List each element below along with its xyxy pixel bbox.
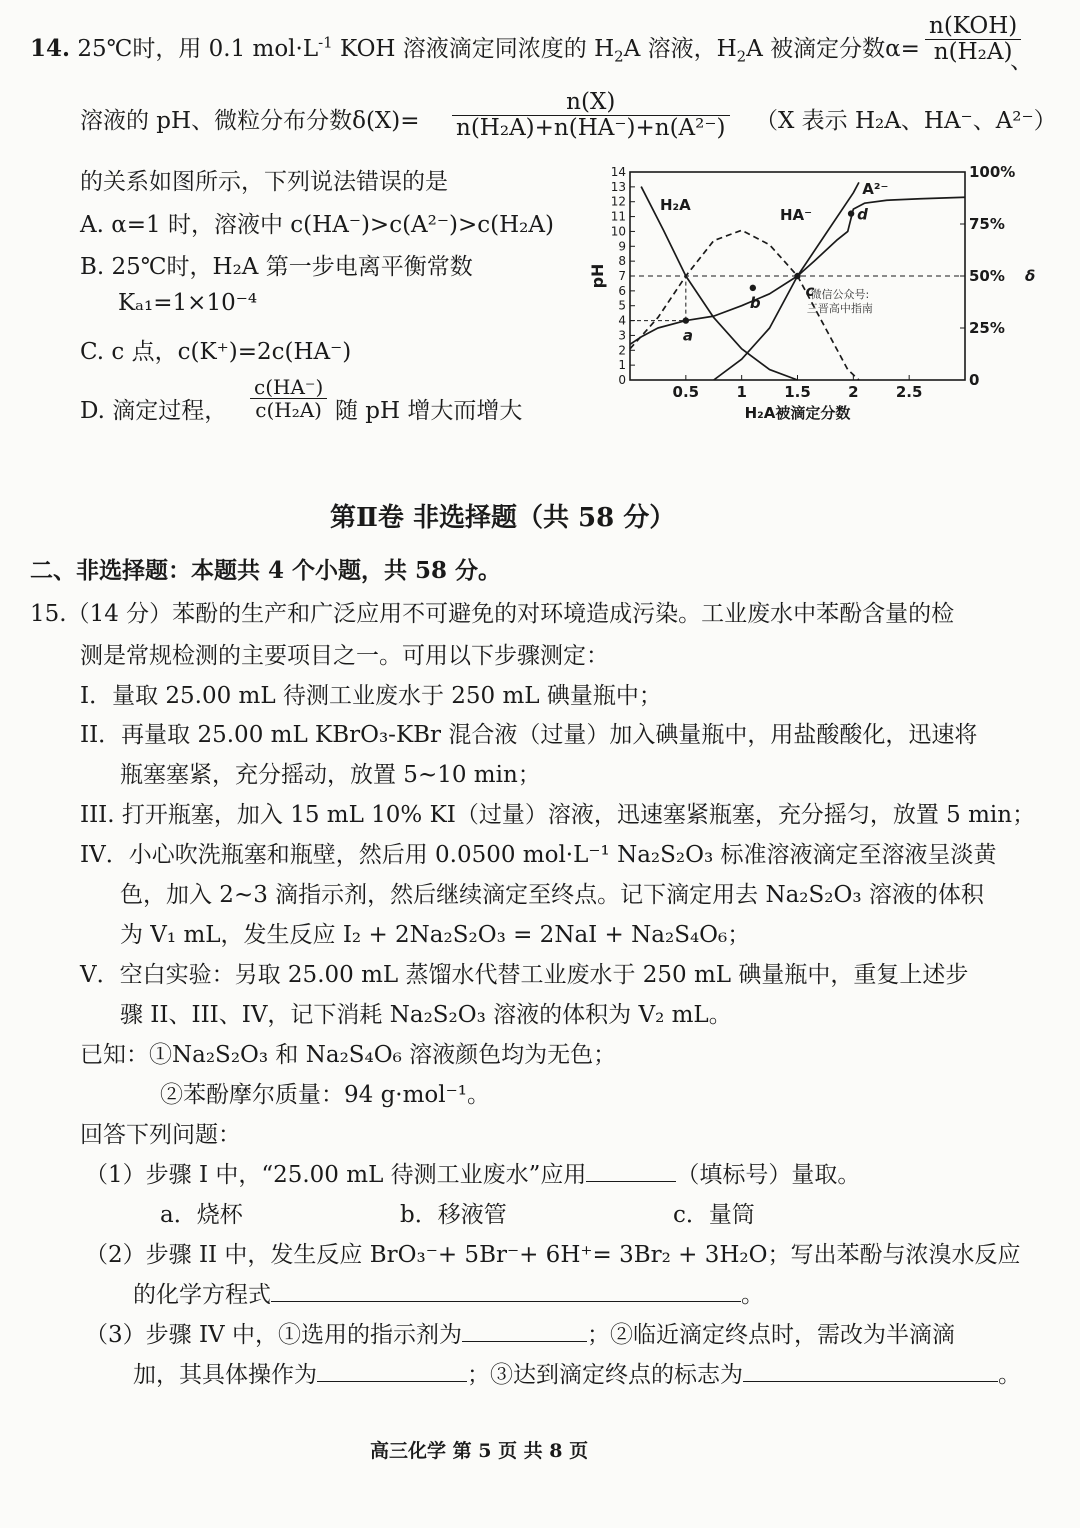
q14-option-c: C. c 点，c(K⁺)=2c(HA⁻) (80, 339, 352, 365)
q14-option-b1: B. 25℃时，H₂A 第一步电离平衡常数 (80, 254, 473, 280)
q15-sub1 (85, 1156, 860, 1189)
y-tick-label: 7 (618, 269, 626, 283)
alpha-denominator: n(H₂A) (933, 39, 1013, 66)
series-h2a (641, 187, 797, 380)
choice-c: c．量筒 (673, 1202, 755, 1228)
answer-blank-1[interactable] (586, 1158, 676, 1182)
x-tick-label: 1 (736, 383, 747, 401)
curve-label: A²⁻ (862, 180, 889, 198)
point-label-b: b (749, 293, 761, 312)
q14-intro-4: A 被滴定分数α= (746, 36, 920, 62)
q15-known1: 已知：①Na₂S₂O₃ 和 Na₂S₄O₆ 溶液颜色均为无色； (80, 1042, 617, 1068)
q15-step5a: V．空白实验：另取 25.00 mL 蒸馏水代替工业废水于 250 mL 碘量瓶中，重复上述步 (80, 962, 969, 988)
optD-fraction (250, 376, 327, 421)
curve-label: HA⁻ (780, 206, 813, 224)
y-tick-label: 5 (618, 298, 626, 313)
curve-label: H₂A (660, 196, 691, 214)
q15-sub3-line2-suffix: 。 (998, 1362, 1021, 1388)
x-axis-label: H₂A被滴定分数 (744, 404, 851, 422)
x-tick-label: 0.5 (672, 383, 700, 401)
section-subtitle: 二、非选择题：本题共 4 个小题，共 58 分。 (30, 557, 502, 584)
point-label-c: c (805, 282, 815, 300)
q15-sub3-mid: ；②临近滴定终点时，需改为半滴滴 (586, 1322, 955, 1348)
y-tick-label: 13 (610, 179, 626, 194)
point-a (683, 317, 689, 323)
q14-intro-sup: -1 (318, 33, 333, 52)
q14-option-d-suffix: 随 pH 增大而增大 (335, 398, 523, 424)
point-d (848, 210, 854, 216)
watermark-text: 三晋高中指南 (806, 302, 873, 315)
alpha-numerator: n(KOH) (925, 14, 1021, 40)
q15-step2a: II．再量取 25.00 mL KBrO₃-KBr 混合液（过量）加入碘量瓶中，用盐酸酸化，迅速将 (80, 722, 978, 748)
q14-intro-1: 25℃时，用 0.1 mol·L (77, 36, 319, 62)
q15-sub3-line2-mid: ；③达到滴定终点的标志为 (467, 1362, 743, 1388)
q15-step3: III. 打开瓶塞，加入 15 mL 10% KI（过量）溶液，迅速塞紧瓶塞，充分摇匀，放置 5 min； (80, 802, 1036, 828)
q14-line1: 14. 25℃时，用 0.1 $mol\cdot L^{-1}$ KOH 溶液滴定同浓度的 $H_2A$ 溶液，$H_2A$ 被滴定分数α= (30, 33, 920, 66)
y-tick-label: 6 (618, 283, 626, 298)
point-label-a: a (682, 326, 693, 345)
y-tick-label: 12 (610, 194, 626, 209)
alpha-fraction (925, 14, 1021, 66)
q14-option-b2: Kₐ₁=1×10⁻⁴ (118, 290, 258, 316)
x-tick-label: 2 (848, 383, 859, 401)
q15-sub2-prefix: 的化学方程式 (133, 1282, 271, 1308)
q15-step2b: 瓶塞塞紧，充分摇动，放置 5~10 min； (120, 762, 541, 788)
q14-option-a: A. α=1 时，溶液中 c(HA⁻)>c(A²⁻)>c(H₂A) (80, 212, 554, 238)
point-label-d: d (857, 205, 868, 224)
q15-sub2-line1: （2）步骤 II 中，发生反应 BrO₃⁻+ 5Br⁻+ 6H⁺= 3Br₂ + 3H₂O；写出苯酚与浓溴水反应 (85, 1242, 1021, 1268)
x-tick-label: 2.5 (895, 383, 923, 401)
q15-known2: ②苯酚摩尔质量：94 g·mol⁻¹。 (160, 1082, 490, 1108)
q15-sub2-line2 (133, 1276, 764, 1309)
answer-blank-2[interactable] (271, 1278, 741, 1302)
q15-step4a: IV．小心吹洗瓶塞和瓶壁，然后用 0.0500 mol·L⁻¹ Na₂S₂O₃ 标准溶液滴定至溶液呈淡黄 (80, 842, 997, 868)
point-b (750, 285, 756, 291)
q15-sub3-line1 (85, 1316, 955, 1349)
y-tick-label: 11 (610, 209, 626, 224)
y-tick-label: 9 (618, 239, 626, 254)
y2-tick-label: 25% (969, 319, 1005, 337)
q15-line2: 测是常规检测的主要项目之一。可用以下步骤测定： (80, 643, 609, 669)
q15-step4b: 色，加入 2~3 滴指示剂，然后继续滴定至终点。记下滴定用去 Na₂S₂O₃ 溶液的体积 (120, 882, 984, 908)
delta-prefix: 溶液的 pH、微粒分布分数δ(X)= (80, 108, 420, 134)
delta-numerator: n(X) (452, 90, 730, 116)
delta-note: （X 表示 H₂A、HA⁻、A²⁻） (755, 108, 1057, 134)
q15-step1: I．量取 25.00 mL 待测工业废水于 250 mL 碘量瓶中； (80, 683, 662, 709)
y-axis-label: pH (588, 263, 607, 289)
point-c (794, 273, 800, 279)
q15-line1: 15.（14 分）苯酚的生产和广泛应用不可避免的对环境造成污染。工业废水中苯酚含量的检 (30, 601, 955, 627)
q14-intro-2: KOH 溶液滴定同浓度的 H (332, 36, 615, 62)
optD-denominator: c(H₂A) (255, 398, 322, 422)
q14-intro-3: A 溶液，H (623, 36, 737, 62)
choice-b: b．移液管 (400, 1202, 507, 1228)
y-tick-label: 8 (618, 254, 626, 269)
answer-blank-3[interactable] (462, 1318, 587, 1342)
alpha-tail: 、 (1010, 48, 1033, 74)
q15-sub3-line2 (133, 1356, 1021, 1389)
page-footer: 高三化学 第 5 页 共 8 页 (370, 1440, 589, 1462)
titration-chart (585, 160, 1045, 430)
delta-denominator: n(H₂A)+n(HA⁻)+n(A²⁻) (456, 115, 726, 142)
q15-sub1-prefix: （1）步骤 I 中，“25.00 mL 待测工业废水”应用 (85, 1162, 587, 1188)
q14-option-d-prefix: D. 滴定过程， (80, 398, 228, 424)
y2-tick-label: 50% (969, 267, 1005, 285)
y2-tick-label: 0 (969, 371, 980, 389)
answer-blank-5[interactable] (743, 1358, 998, 1382)
y2-tick-label: 75% (969, 215, 1005, 233)
y2-tick-label: 100% (969, 163, 1016, 181)
y-tick-label: 3 (618, 328, 626, 343)
q15-answer-intro: 回答下列问题： (80, 1122, 241, 1148)
optD-numerator: c(HA⁻) (250, 376, 327, 399)
q14-number: 14. (30, 35, 71, 62)
answer-blank-4[interactable] (317, 1358, 467, 1382)
y2-axis-label: δ (1025, 267, 1036, 285)
y-tick-label: 10 (610, 224, 626, 239)
q15-sub2-suffix: 。 (741, 1282, 764, 1308)
q14-line3: 的关系如图所示，下列说法错误的是 (80, 169, 448, 195)
section-title: 第Ⅱ卷 非选择题（共 58 分） (330, 503, 676, 533)
y-tick-label: 1 (618, 358, 626, 373)
y-tick-label: 4 (618, 313, 626, 328)
y-tick-label: 0 (618, 373, 626, 387)
choice-a: a．烧杯 (160, 1202, 243, 1228)
q15-sub1-suffix: （填标号）量取。 (676, 1162, 861, 1188)
watermark-text: 微信公众号: (810, 288, 870, 301)
q15-sub3-prefix: （3）步骤 IV 中，①选用的指示剂为 (85, 1322, 462, 1348)
q15-step5b: 骤 II、III、IV，记下消耗 Na₂S₂O₃ 溶液的体积为 V₂ mL。 (120, 1002, 732, 1028)
y-tick-label: 2 (618, 343, 626, 358)
delta-fraction (452, 90, 730, 142)
y-tick-label: 14 (610, 165, 626, 179)
x-tick-label: 1.5 (784, 383, 811, 401)
q15-step4c: 为 V₁ mL，发生反应 I₂ + 2Na₂S₂O₃ = 2NaI + Na₂S₄O₆； (120, 922, 751, 948)
q15-sub3-line2-prefix: 加，其具体操作为 (133, 1362, 317, 1388)
